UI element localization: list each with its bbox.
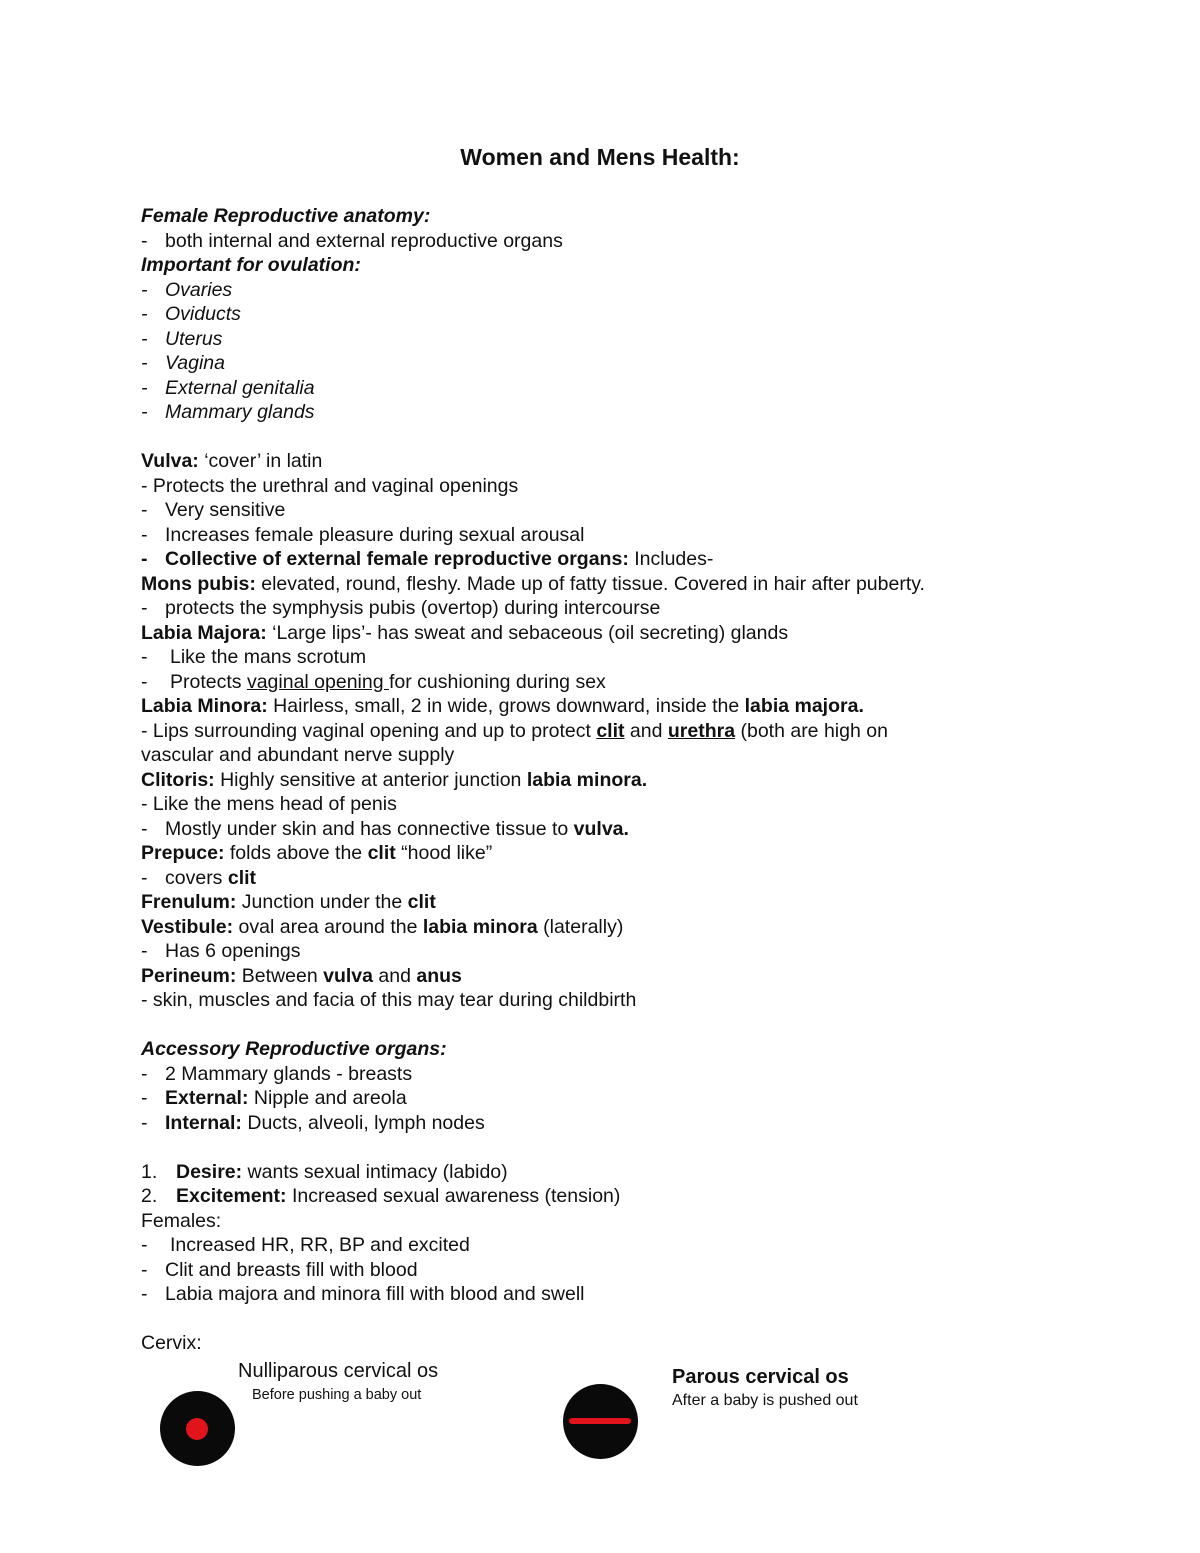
section-heading	[141, 253, 1041, 278]
list-item: - 2 Mammary glands - breasts	[141, 1062, 413, 1085]
text-line: - skin, muscles and facia of this may tear during childbirth	[141, 989, 637, 1011]
list-item: - Ovaries	[141, 278, 233, 301]
parous-title: Parous cervical os	[672, 1366, 849, 1388]
list-item: - Labia majora and minora fill with blood and swell	[141, 1283, 585, 1305]
term: Vulva:	[141, 450, 199, 472]
list-item: - Internal: Ducts, alveoli, lymph nodes	[141, 1111, 485, 1134]
page-title: Women and Mens Health:	[460, 144, 740, 170]
list-item: - Mostly under skin and has connective tissue to vulva.	[141, 817, 629, 840]
female-heading: Female Reproductive anatomy:	[141, 205, 431, 227]
numbered-item: 2. Excitement: Increased sexual awareness (tension)	[141, 1185, 621, 1207]
text-line: - Like the mens head of penis	[141, 793, 397, 815]
list-item: - Increases female pleasure during sexual arousal	[141, 523, 585, 546]
list-item: - External: Nipple and areola	[141, 1087, 407, 1109]
term-line: Labia Majora: ‘Large lips’- has sweat and sebaceous (oil secreting) glands	[141, 621, 789, 644]
ovulation-heading: Important for ovulation:	[141, 254, 361, 276]
term-line: Clitoris: Highly sensitive at anterior junction labia minora.	[141, 768, 648, 791]
term: Clitoris:	[141, 768, 215, 791]
list-item: - Protects vaginal opening for cushioning during sex	[141, 670, 606, 693]
term: Vestibule:	[141, 915, 234, 938]
cervix-label: Cervix:	[141, 1332, 202, 1354]
list-item: - protects the symphysis pubis (overtop) during intercourse	[141, 597, 661, 619]
term-line: Frenulum: Junction under the clit	[141, 891, 436, 913]
parous-caption: After a baby is pushed out	[672, 1392, 858, 1409]
term-line: Mons pubis: elevated, round, fleshy. Made up of fatty tissue. Covered in hair after puberty.	[141, 572, 925, 595]
text-line: Females:	[141, 1209, 222, 1232]
term-line: Vestibule: oval area around the labia minora (laterally)	[141, 915, 624, 938]
list-item: - External genitalia	[141, 376, 315, 399]
nulliparous-os-illustration	[160, 1391, 235, 1466]
text-line: vascular and abundant nerve supply	[141, 744, 455, 766]
list-item: - covers clit	[141, 866, 257, 889]
list-item: - Vagina	[141, 352, 225, 374]
text-line: - Lips surrounding vaginal opening and up to protect clit and urethra (both are high on	[141, 719, 888, 742]
parous-os-illustration	[563, 1384, 638, 1459]
term: Mons pubis:	[141, 572, 256, 595]
term-line: Vulva: ‘cover’ in latin	[141, 450, 323, 472]
slit-os-opening	[569, 1418, 631, 1424]
section-heading	[141, 1037, 1041, 1062]
list-item: - Uterus	[141, 327, 223, 350]
list-item: - Oviducts	[141, 303, 241, 325]
term: Labia Minora:	[141, 695, 268, 717]
notes-body	[141, 204, 1041, 1356]
numbered-item: 1. Desire: wants sexual intimacy (labido)	[141, 1160, 508, 1183]
term-line: Prepuce: folds above the clit “hood like”	[141, 842, 493, 864]
list-item: - both internal and external reproductive organs	[141, 229, 563, 252]
term-line: Perineum: Between vulva and anus	[141, 964, 462, 987]
nulliparous-title: Nulliparous cervical os	[238, 1360, 439, 1382]
list-item: - Very sensitive	[141, 499, 286, 521]
list-item: - Increased HR, RR, BP and excited	[141, 1234, 470, 1256]
list-item: - Like the mans scrotum	[141, 646, 367, 668]
cervix-diagram	[0, 1360, 1200, 1480]
list-item: - Collective of external female reproductive organs: Includes-	[141, 548, 714, 570]
text-line: - Protects the urethral and vaginal openings	[141, 474, 519, 497]
term: Perineum:	[141, 964, 237, 987]
term: Labia Majora:	[141, 621, 267, 644]
nulliparous-caption: Before pushing a baby out	[252, 1387, 422, 1403]
term: Frenulum:	[141, 891, 237, 913]
accessory-heading: Accessory Reproductive organs:	[141, 1038, 447, 1060]
list-item: - Mammary glands	[141, 401, 315, 423]
list-item: - Has 6 openings	[141, 940, 301, 962]
section-heading	[141, 204, 1041, 229]
list-item: - Clit and breasts fill with blood	[141, 1258, 418, 1281]
term: Prepuce:	[141, 842, 225, 864]
term-line: Labia Minora: Hairless, small, 2 in wide, grows downward, inside the labia majora.	[141, 695, 864, 717]
round-os-opening	[186, 1418, 208, 1440]
